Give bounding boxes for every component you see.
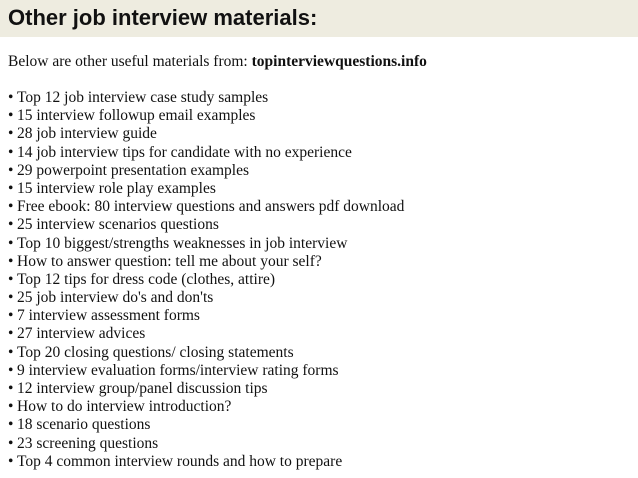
bullet-icon: • [8,143,14,161]
slide-title: Other job interview materials: [8,5,318,30]
intro-text [8,52,427,72]
bullet-icon: • [8,343,14,361]
bullet-icon: • [8,125,14,143]
list-item [8,344,404,362]
bullet-icon: • [8,107,14,125]
list-item [8,216,404,234]
list-item [8,289,404,307]
list-item-text: Top 10 biggest/strengths weaknesses in job interview [17,234,348,252]
list-item-text: 18 scenario questions [17,416,151,434]
bullet-icon: • [8,380,14,397]
list-item [8,235,404,253]
list-item [8,416,404,434]
bullet-icon: • [8,416,14,434]
list-item [8,125,404,143]
list-item [8,453,404,471]
list-item-text: How to answer question: tell me about your self? [17,252,322,270]
list-item-text: 7 interview assessment forms [17,307,200,325]
bullet-icon: • [8,289,14,307]
list-item-text: Top 20 closing questions/ closing statements [17,343,294,361]
bullet-icon: • [8,198,14,216]
list-item [8,362,404,380]
list-item [8,144,404,162]
bullet-icon: • [8,452,14,470]
list-item-text: How to do interview introduction? [17,398,232,416]
source-link: topinterviewquestions.info [251,53,427,70]
list-item [8,198,404,216]
intro-label: Below are other useful materials from: [8,53,252,70]
bullet-icon: • [8,252,14,270]
list-item-text: 15 interview followup email examples [17,107,256,125]
list-item [8,307,404,325]
list-item-text: 29 powerpoint presentation examples [17,161,250,179]
bullet-icon: • [8,89,14,106]
list-item-text: 25 interview scenarios questions [17,216,219,234]
list-item [8,107,404,125]
list-item [8,253,404,271]
list-item-text: 25 job interview do's and don'ts [17,289,214,307]
bullet-icon: • [8,307,14,325]
bullet-icon: • [8,161,14,179]
list-item-text: 15 interview role play examples [17,179,216,197]
bullet-icon: • [8,325,14,343]
list-item-text: Free ebook: 80 interview questions and answers pdf download [17,198,405,216]
list-item-text: Top 12 tips for dress code (clothes, attire) [17,270,276,288]
list-item [8,325,404,343]
bullet-icon: • [8,398,14,416]
bullet-icon: • [8,179,14,197]
list-item-text: 28 job interview guide [17,125,157,143]
list-item-text: 12 interview group/panel discussion tips [17,380,268,397]
list-item [8,271,404,289]
list-item-text: Top 4 common interview rounds and how to prepare [17,452,343,470]
bullet-icon: • [8,216,14,234]
list-item [8,162,404,180]
materials-list [8,89,404,471]
list-item-text: 14 job interview tips for candidate with no experience [17,143,352,161]
list-item-text: 23 screening questions [17,434,159,452]
title-bar [0,0,638,37]
list-item [8,380,404,398]
list-item-text: 27 interview advices [17,325,146,343]
list-item [8,435,404,453]
bullet-icon: • [8,434,14,452]
bullet-icon: • [8,361,14,379]
bullet-icon: • [8,270,14,288]
list-item [8,398,404,416]
list-item [8,89,404,107]
bullet-icon: • [8,234,14,252]
list-item-text: 9 interview evaluation forms/interview rating forms [17,361,339,379]
list-item-text: Top 12 job interview case study samples [17,89,269,106]
list-item [8,180,404,198]
